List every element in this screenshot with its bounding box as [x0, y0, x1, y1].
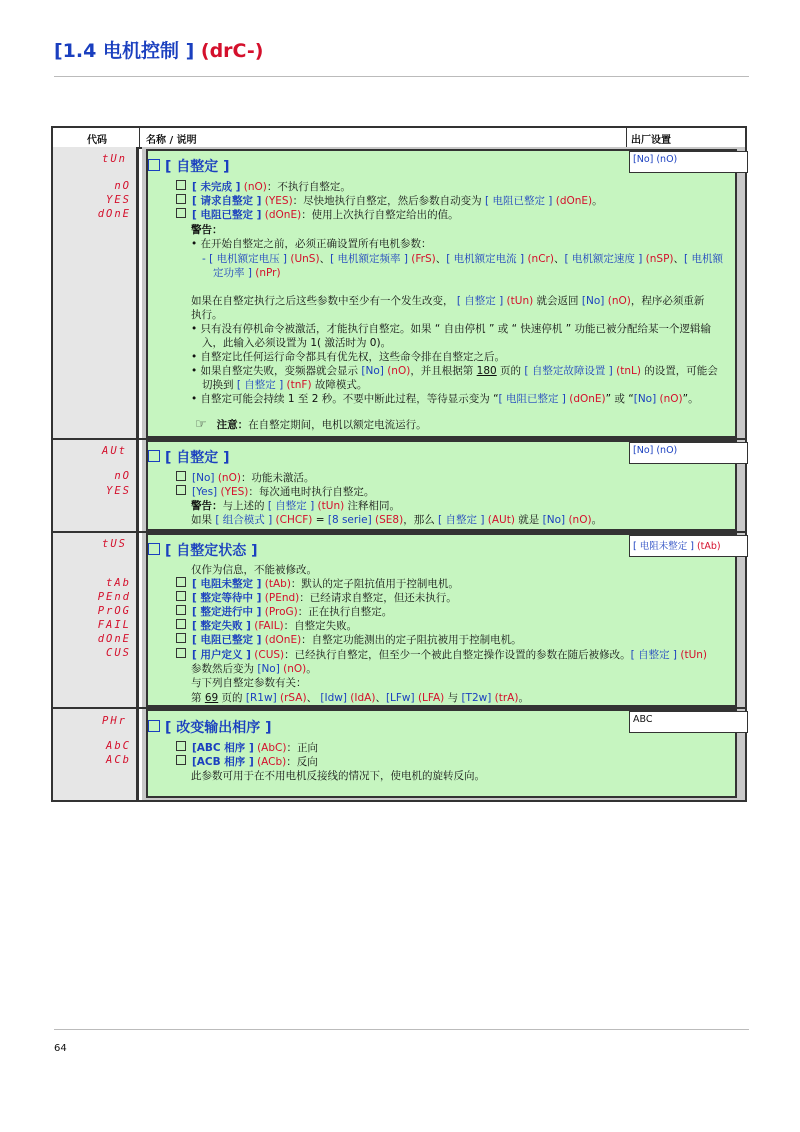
option-item: [ 用户定义 ] (CUS)：已经执行自整定，但至少一个被此自整定操作设置的参数在随后被修改。[ 自整定 ] (tUn): [176, 648, 707, 662]
title-code: (drC-): [200, 40, 264, 62]
warning-line: 警告：与上述的 [ 自整定 ] (tUn) 注释相同。: [191, 500, 401, 512]
pointing-hand-icon: ☞: [195, 417, 207, 432]
bullet-text: 切换到 [ 自整定 ] (tnF) 故障模式。: [202, 379, 368, 391]
section-title-phr: [ 改变输出相序 ]: [148, 717, 272, 737]
square-bullet-icon: [176, 648, 186, 658]
bullet-text: 入，此输入必须设置为 1( 激活时为 0)。: [202, 337, 392, 349]
warning-label: 警告：: [191, 224, 223, 236]
col-header-name: 名称 / 说明: [146, 135, 197, 146]
option-code: nO: [114, 180, 131, 192]
option-code: ACb: [106, 754, 131, 766]
default-value-tun: [No] (nO): [629, 151, 748, 173]
option-item: [ 未完成 ] (nO)：不执行自整定。: [176, 180, 351, 194]
section-title-tus: [ 自整定状态 ]: [148, 540, 258, 560]
text-segment: 。: [518, 692, 529, 704]
table-header: [53, 128, 745, 149]
option-item: [No] (nO)：功能未激活。: [176, 471, 314, 485]
bullet-text: • 只有没有停机命令被激活，才能执行自整定。如果 “ 自由停机 ” 或 “ 快速停机 ” 功能已被分配给某一个逻辑输: [191, 323, 711, 335]
option-item: [ 电阻已整定 ] (dOnE)：自整定功能测出的定子阻抗被用于控制电机。: [176, 633, 522, 647]
text-segment: [R1w]: [245, 692, 277, 704]
checkbox-icon: [148, 720, 160, 732]
text-segment: (nSP): [642, 253, 674, 265]
text-segment: (rSA): [276, 692, 307, 704]
option-item: [ 整定失败 ] (FAIL)：自整定失败。: [176, 619, 357, 633]
row-separator: [53, 707, 745, 709]
square-bullet-icon: [176, 471, 186, 481]
option-code: CUS: [106, 647, 131, 659]
col-header-code: 代码: [87, 135, 107, 146]
text-segment: [LFw]: [385, 692, 415, 704]
option-code: FAIL: [97, 619, 131, 631]
square-bullet-icon: [176, 741, 186, 751]
text-segment: (FrS): [407, 253, 436, 265]
option-item: [ 请求自整定 ] (YES)：尽快地执行自整定，然后参数自动变为 [ 电阻已整定 ] (dOnE)。: [176, 194, 603, 208]
text-segment: (nCr): [524, 253, 554, 265]
default-value-aut: [No] (nO): [629, 442, 748, 464]
footer-rule: [54, 1029, 749, 1030]
square-bullet-icon: [176, 194, 186, 204]
text-segment: -: [202, 253, 210, 265]
param-code-aut: AUt: [102, 445, 127, 457]
note: 此参数可用于在不用电机反接线的情况下，使电机的旋转反向。: [191, 770, 485, 782]
paragraph: 如果在自整定执行之后这些参数中至少有一个发生改变， [ 自整定 ] (tUn) 就会返回 [No] (nO)，程序必须重新: [191, 295, 705, 307]
text-segment: [ 电机额定电流 ]: [446, 253, 525, 265]
square-bullet-icon: [176, 485, 186, 495]
text-segment: 、: [553, 253, 565, 265]
page-number: 64: [54, 1043, 67, 1054]
text-segment: (LFA): [414, 692, 445, 704]
info-line: 与下列自整定参数有关：: [191, 677, 307, 689]
bullet-text: • 自整定可能会持续 1 至 2 秒。不要中断此过程，等待显示变为 “[ 电阻已整定 ] (dOnE)” 或 “[No] (nO)”。: [191, 393, 699, 405]
section-title-tun: [ 自整定 ]: [148, 156, 230, 176]
paragraph: 执行。: [191, 309, 223, 321]
text-segment: [Idw]: [320, 692, 347, 704]
square-bullet-icon: [176, 755, 186, 765]
text-segment: 、: [319, 253, 331, 265]
square-bullet-icon: [176, 605, 186, 615]
text-segment: 与: [444, 692, 462, 704]
text-segment: 、: [306, 692, 321, 704]
text-segment: (trA): [491, 692, 519, 704]
params-line: 定功率 ] (nPr): [213, 267, 281, 279]
text-segment: [T2w]: [461, 692, 492, 704]
param-code-tus: tUS: [102, 538, 127, 550]
info-line: 仅作为信息，不能被修改。: [191, 564, 317, 576]
option-code: PEnd: [97, 591, 131, 603]
col-header-default: 出厂设置: [631, 135, 671, 146]
option-item: [ 整定进行中 ] (ProG)：正在执行自整定。: [176, 605, 392, 619]
square-bullet-icon: [176, 208, 186, 218]
square-bullet-icon: [176, 619, 186, 629]
option-item: [Yes] (YES)：每次通电时执行自整定。: [176, 485, 374, 499]
default-value-phr: ABC: [629, 711, 748, 733]
info-line: 参数然后变为 [No] (nO)。: [191, 663, 317, 675]
square-bullet-icon: [176, 591, 186, 601]
option-code: PrOG: [97, 605, 131, 617]
text-segment: 、: [673, 253, 685, 265]
row-separator: [53, 438, 745, 440]
text-segment: [ 电机额定速度 ]: [564, 253, 643, 265]
bullet-text: • 自整定比任何运行命令都具有优先权，这些命令排在自整定之后。: [191, 351, 506, 363]
page-title: [54, 36, 264, 63]
text-segment: [ 电机额定电压 ]: [209, 253, 288, 265]
text-segment: (IdA): [346, 692, 376, 704]
text-segment: (UnS): [287, 253, 320, 265]
checkbox-icon: [148, 450, 160, 462]
row-separator: [53, 531, 745, 533]
option-item: [ABC 相序 ] (AbC)：正向: [176, 741, 318, 755]
param-code-phr: PHr: [102, 715, 127, 727]
square-bullet-icon: [176, 577, 186, 587]
option-code: AbC: [106, 740, 131, 752]
condition-line: 如果 [ 组合模式 ] (CHCF) = [8 serie] (SE8)，那么 [ 自整定 ] (AUt) 就是 [No] (nO)。: [191, 514, 603, 526]
text-segment: [ 电机额定频率 ]: [330, 253, 408, 265]
option-code: tAb: [106, 577, 131, 589]
default-value-tus: [ 电阻未整定 ] (tAb): [629, 535, 748, 557]
text-segment: [ 电机额: [684, 253, 723, 265]
square-bullet-icon: [176, 180, 186, 190]
text-segment: 、: [375, 692, 386, 704]
option-item: [ 电阻已整定 ] (dOnE)：使用上次执行自整定给出的值。: [176, 208, 459, 222]
option-item: [ 电阻未整定 ] (tAb)：默认的定子阻抗值用于控制电机。: [176, 577, 459, 591]
bullet-text: • 在开始自整定之前，必须正确设置所有电机参数：: [191, 238, 432, 250]
text-segment: 、: [435, 253, 447, 265]
option-code: YES: [106, 194, 131, 206]
section-title-aut: [ 自整定 ]: [148, 447, 230, 467]
params-line: [202, 252, 723, 266]
note: ☞ 注意：在自整定期间，电机以额定电流运行。: [195, 417, 427, 432]
option-code: YES: [106, 485, 131, 497]
option-code: dOnE: [97, 208, 131, 220]
option-code: nO: [114, 470, 131, 482]
option-item: [ACB 相序 ] (ACb)：反向: [176, 755, 318, 769]
checkbox-icon: [148, 543, 160, 555]
title-main: [1.4 电机控制 ]: [54, 40, 195, 62]
header-rule: [54, 76, 749, 77]
param-code-tun: tUn: [102, 153, 127, 165]
bullet-text: • 如果自整定失败，变频器就会显示 [No] (nO)，并且根据第 180 页的 [ 自整定故障设置 ] (tnL) 的设置，可能会: [191, 365, 718, 377]
option-code: dOnE: [97, 633, 131, 645]
checkbox-icon: [148, 159, 160, 171]
option-item: [ 整定等待中 ] (PEnd)：已经请求自整定，但还未执行。: [176, 591, 457, 605]
square-bullet-icon: [176, 633, 186, 643]
reference-line: 第 69 页的 [R1w] (rSA)、 [Idw] (IdA)、[LFw] (LFA) 与 [T2w] (trA)。: [191, 692, 529, 704]
